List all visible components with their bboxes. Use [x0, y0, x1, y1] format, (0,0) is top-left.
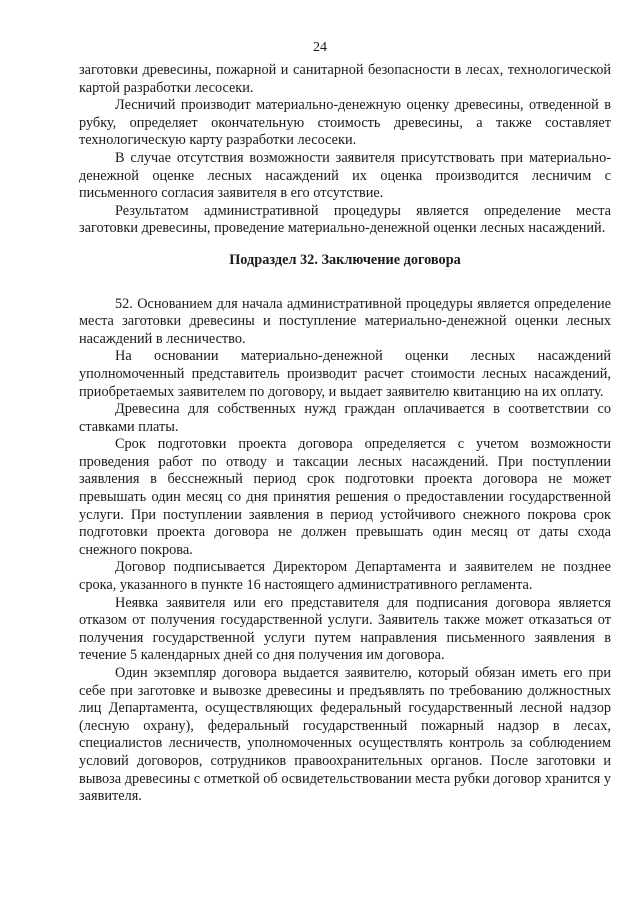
paragraph: Результатом административной процедуры является определение места заготовки древесины, проведение материально-денежной оценки лесных насаждений. [79, 202, 611, 237]
paragraph: Договор подписывается Директором Департамента и заявителем не позднее срока, указанного в пункте 16 настоящего административного регламента. [79, 559, 611, 594]
paragraph: Один экземпляр договора выдается заявителю, который обязан иметь его при себе при заготовке и вывозке древесины и предъявлять по требованию должностных лиц Департамента, осуществляющих федеральный государственный лесной надзор (лесную охрану), федеральный государственный пожарный надзор в лесах, специалистов лесничеств, уполномоченных осуществлять контроль за соблюдением условий договоров, сотрудников правоохранительных органов. После заготовки и вывоза древесины с отметкой об освидетельствовании места рубки договор хранится у заявителя. [79, 665, 611, 805]
document-body [79, 62, 611, 806]
paragraph: Срок подготовки проекта договора определяется с учетом возможности проведения работ по отводу и таксации лесных насаждений. При поступлении заявления в бесснежный период срок подготовки проекта договора не может превышать один месяц со дня принятия решения о предоставлении государственной услуги. При поступлении заявления в период устойчивого снежного покрова срок подготовки проекта договора не должен превышать один месяц от даты схода снежного покрова. [79, 436, 611, 558]
paragraph: В случае отсутствия возможности заявителя присутствовать при материально-денежной оценке лесных насаждений их оценка производится лесничим с письменного согласия заявителя в его отсутствие. [79, 149, 611, 202]
page-number: 24 [313, 40, 327, 55]
paragraph: На основании материально-денежной оценки лесных насаждений уполномоченный представитель производит расчет стоимости лесных насаждений, приобретаемых заявителем по договору, и выдает заявителю квитанцию на их оплату. [79, 348, 611, 400]
paragraph: 52. Основанием для начала административной процедуры является определение места заготовки древесины и поступление материально-денежной оценки лесных насаждений в лесничество. [79, 295, 611, 347]
paragraph: Лесничий производит материально-денежную оценку древесины, отведенной в рубку, определяет окончательную стоимость древесины, а также составляет технологическую карту разработки лесосеки. [79, 97, 611, 149]
paragraph: Древесина для собственных нужд граждан оплачивается в соответствии со ставками платы. [79, 401, 611, 435]
paragraph: Неявка заявителя или его представителя для подписания договора является отказом от получения государственной услуги. Заявитель также может отказаться от получения государственной услуги путем направления письменного заявления в течение 5 календарных дней со дня получения им договора. [79, 594, 611, 664]
section-heading: Подраздел 32. Заключение договора [229, 251, 461, 268]
paragraph: заготовки древесины, пожарной и санитарной безопасности в лесах, технологической картой разработки лесосеки. [79, 62, 611, 96]
